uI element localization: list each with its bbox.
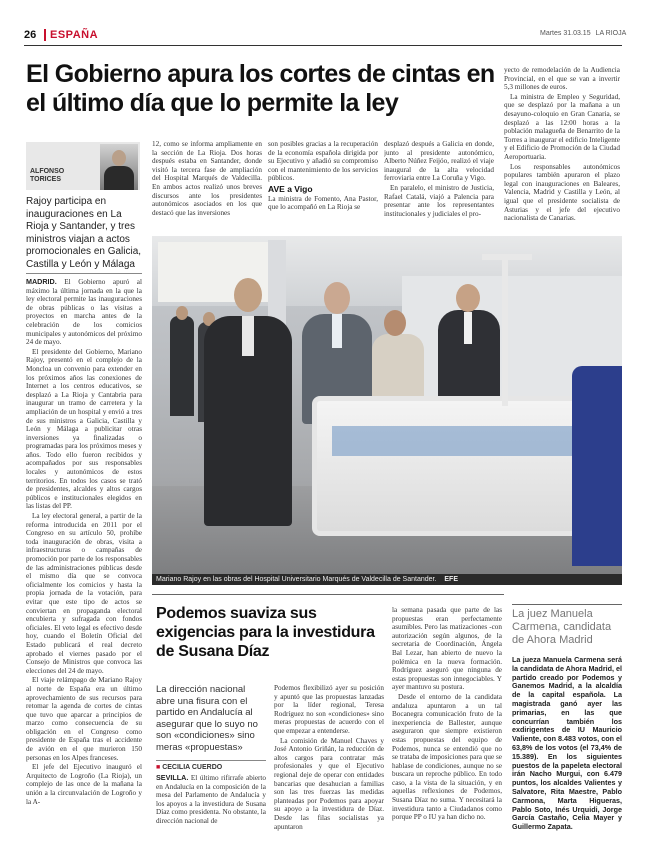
second-story-rule [152,594,504,595]
second-column-3: la semana pasada que parte de las propuestas eran perfectamente asumibles. Pero las matizaciones -con autorización según algunos, de la secretaria de Coordinación, Ángela Bal Lezar, han abierto de nuevo la polémica en la nueva formación. Rodríguez aseguró que ninguna de estas propuestas son innegociables. Y ayer mantuvo su postura. Desde el entorno de la candidata andaluza apuntaron a un tal Bocanegra comunicación fruto de la inexperiencia de Ballester, aunque aseguraron que siempre existieron estas propuestas del equipo de Podemos, nunca se entendió que no se trataba de imposiciones para que se hablase de condiciones, aunque no se buscara un reproche público. En todo caso, a la vista de la situación, y en aquellas reflexiones de Podemos, Susana Díaz no suma. Y necesitará la investidura tanto a Ciudadanos como porque PP o IU ya han dicho no. [392,606,502,822]
subhead-rule [26,273,142,274]
hospital-photo [152,236,622,574]
section-marker [44,29,46,41]
section-label: ESPAÑA [50,29,99,41]
second-dateline: SEVILLA. [156,774,189,782]
author-photo [100,144,138,190]
pullquote-rule [156,760,266,761]
main-headline: El Gobierno apura los cortes de cintas en el último día que lo permite la ley [26,60,495,117]
photo-caption: Mariano Rajoy en las obras del Hospital Universitario Marqués de Valdecilla de Santander. EFE [152,574,622,585]
date-label [540,30,626,37]
second-column-2: Podemos flexibilizó ayer su posición y apuntó que las propuestas lanzadas por la líder regional, Teresa Rodríguez no son «condiciones» sino meras propuestas de acuerdo con el que empezar a entenderse. La comisión de Manuel Chaves y José Antonio Griñán, la reducción de altos cargos para contratar más profesionales y que el Ejecutivo regional deje de operar con entidades bancarias que desahucian a familias son las tres fuerzas las medidas planteadas por Podemos para apoyar su apoyo a la investidura de Díaz. Desde las filas socialistas ya apuntaron [274,684,384,831]
author-name: ALFONSO TORICES [30,168,65,183]
second-column-1: SEVILLA. El último rifirrafe abierto en Andalucía en la composición de la mesa del Parlamento de Andalucía y los apoyos a la investidura de Susana Díaz como presidenta. No obstante, la dirección nacional de [156,774,266,825]
main-column-1: MADRID. El Gobierno apuró al máximo la última jornada en la que la ley electoral permite las inauguraciones de obras públicas o las visitas a proyectos en marcha antes de la celebración de los comicios municipales y autonómicos del próximo 24 de mayo. El presidente del Gobierno, Mariano Rajoy, presentó en el complejo de la Moncloa un convenio para extender en los próximos años las conexiones de Internet a los centros educativos, se desplazó a La Rioja y Cantabria para inaugurar un tramo de carretera y la ampliación de un hospital y envió a tres de sus ministros a Galicia, Castilla y León y Málaga a publicitar otras inversiones ya finalizadas o programadas para los próximos meses y años. Todo ello fueron recibidos y acompañados por sus responsables locales y autonómicos de estos territorios. En todos los casos se trató de presidentes, alcaldes y altos cargos públicos e institucionales elegidos en las listas del PP. La ley electoral general, a partir de la reforma introducida en 2011 por el Congreso en su artículo 50, prohíbe toda inauguración de obras, visita a infraestructuras o campañas de promoción por parte de los responsables de las administraciones públicas desde el mismo día que se convoca oficialmente los comicios y hasta la propia jornada de la votación, para evitar que este tipo de actos se conviertan en propaganda electoral encubierta y sufragada con fondos oficiales. El veto legal es efectivo desde hoy, cuando el Boletín Oficial del Estado publicará el real decreto aprobado el viernes pasado por el Consejo de Ministros que convoca las elecciones del 24 de mayo. El viaje relámpago de Mariano Rajoy al norte de España era un último aprovechamiento de sus recursos para retomar la agenda de cortes de cintas que tuvo que aparcar a principios de marzo como consecuencia de su obligación en el Congreso como presidente de España tras el accidente de avión en el que murieron 150 personas en los Alpes franceses. El jefe del Ejecutivo inauguró el Arquitecto de Logroño (La Rioja), un complejo de las once de la mañana la unión a la circunvalación de Logroño y la A- [26,278,142,806]
dateline: MADRID. [26,278,57,286]
header-rule [24,45,622,46]
page-number: 26 [24,29,37,41]
main-subhead: Rajoy participa en inauguraciones en La Rioja y Santander, y tres ministros viajan a actos promocionales en Galicia, Castilla y León y Málaga [26,196,142,270]
hospital-bed [312,396,612,536]
sidebar-headline: La juez Manuela Carmena, candidata de Ahora Madrid [512,608,612,646]
issue-date: Martes 31.03.15 [540,30,591,37]
sidebar-rule [512,604,622,605]
main-column-3: son posibles gracias a la recuperación de la economía española dirigida por su Ejecutivo y añadió su compromiso con el mantenimiento de los servicios públicos. AVE a Vigo La ministra de Fomento, Ana Pastor, que lo acompañó en La Rioja se [268,140,378,212]
person-bg-1 [170,316,194,416]
subheading-ave: AVE a Vigo [268,183,313,194]
paper-name: LA RIOJA [595,30,627,37]
second-author: ■ CECILIA CUERDO [156,764,223,771]
author-marker: ■ [156,764,163,771]
second-headline: Podemos suaviza sus exigencias para la investidura de Susana Díaz [156,605,375,660]
author-box [26,142,140,190]
main-column-2: 12, como se informa ampliamente en la sección de La Rioja. Dos horas después estaba en Santander, donde visitó la tercera fase de ampliación del Hospital Marqués de Valdecilla. En ambos actos realizó unos breves discursos ante los presidentes autonómicos asociados en los que destacó que las inversiones [152,140,262,217]
main-column-5: yecto de remodelación de la Audiencia Provincial, en el que se van a invertir 5,3 millones de euros. La ministra de Empleo y Seguridad, que se desplazó por la mañana a un desayuno-coloquio en Gran Canaria, se desplazó a las 12:00 horas a la población malagueña de Benarrito de la Torres a inaugurar el edificio Inteligente y el Edificio de Promoción de la Ciudad Aeroportuaria. Los responsables autonómicos populares también apuraron el plazo legal con inauguraciones en Baleares, Valencia, Madrid y Castilla y León, al igual que el presidente socialista de Asturias y el jefe del ejecutivo nacionalista de Canarias. [504,66,620,223]
main-column-4: desplazó después a Galicia en donde, junto al presidente autonómico, Alberto Núñez Feijóo, realizó el viaje inaugural de la alta velocidad ferroviaria entre La Coruña y Vigo. En paralelo, el ministro de Justicia, Rafael Catalá, viajó a Palencia para presentar ante los representantes institucionales y judiciales el pro- [384,140,494,218]
photo-credit: EFE [444,576,458,583]
pullquote: La dirección nacional abre una fisura con el partido en Andalucía al asegurar que lo suyo no son «condiciones» sino meras «propuestas» [156,684,258,753]
sidebar-body: La jueza Manuela Carmena será la candidata de Ahora Madrid, el partido creado por Podemos y Ganemos Madrid, a la alcaldía de la capital española. La magistrada ganó ayer las primarias, en las que concurrían también los exdirigentes de IU Mauricio Valiente, con 8.483 votos, con el 63,8% de los votos (el 73,4% de 15.389). En los siguientes puestos de la papeleta electoral irán Nacho Murgui, con 6.479 puntos, los alcaldes Valientes y Salvatore, Rita Maestre, Pablo Carmona, Marta Higueras, Pablo Soto, Inés Urquidi, Jorge García Castaño, Celia Mayer y Guillermo Zapata. [512,656,622,832]
